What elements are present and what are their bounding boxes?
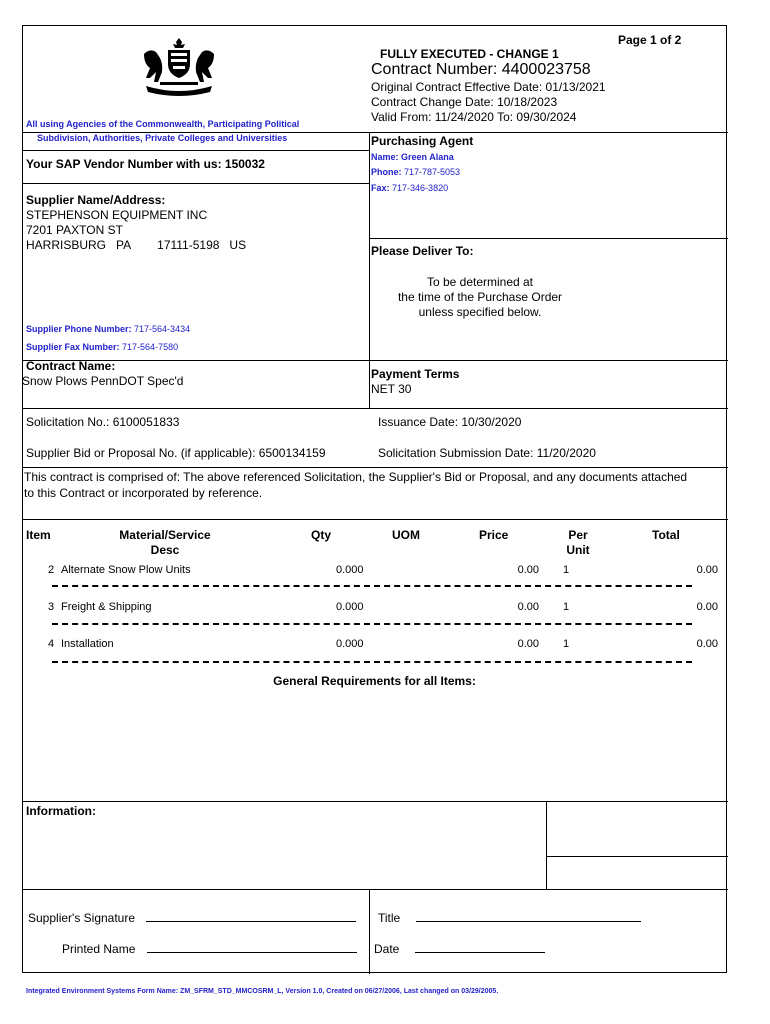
supplier-phone <box>26 323 190 335</box>
row-item-number: 4 <box>48 638 55 650</box>
date-label: Date <box>374 942 400 956</box>
row-price: 0.00 <box>517 601 539 613</box>
page-indicator: Page 1 of 2 <box>618 33 682 47</box>
submission-date: Solicitation Submission Date: 11/20/2020 <box>378 446 596 460</box>
row-per-unit: 1 <box>563 638 570 650</box>
deliver-line-2: the time of the Purchase Order <box>397 290 563 304</box>
original-effective-date: Original Contract Effective Date: 01/13/2021 <box>371 80 606 94</box>
rule-vertical-info <box>546 801 547 889</box>
printed-name-field <box>62 942 357 957</box>
comprised-line-1: This contract is comprised of: The above referenced Solicitation, the Supplier's Bid or Proposal, and any documents attached <box>24 470 688 484</box>
row-per-unit: 1 <box>563 601 570 613</box>
form-footer: Integrated Environment Systems Form Name: ZM_SFRM_STD_MMCOSRM_L, Version 1.0, Created on 06/27/2006, Last changed on 03/29/2005. <box>26 988 499 995</box>
rule-vertical-mid-top <box>369 132 370 408</box>
row-qty: 0.000 <box>336 564 364 576</box>
row-separator <box>52 585 692 587</box>
printed-name-label: Printed Name <box>62 942 136 956</box>
rule-comprised-bottom <box>23 519 728 520</box>
agent-fax-label: Fax: <box>371 183 390 193</box>
commonwealth-seal-icon <box>138 36 220 98</box>
agent-phone-label: Phone: <box>371 167 402 177</box>
supplier-name: STEPHENSON EQUIPMENT INC <box>26 208 208 222</box>
row-qty: 0.000 <box>336 601 364 613</box>
col-header-per-2: Unit <box>566 543 590 557</box>
rule-info-bottom <box>23 889 728 890</box>
contract-status: FULLY EXECUTED - CHANGE 1 <box>380 47 559 61</box>
row-total: 0.00 <box>696 601 718 613</box>
agent-fax-value: 717-346-3820 <box>392 183 449 193</box>
general-requirements: General Requirements for all Items: <box>273 674 476 688</box>
agencies-line-2: Subdivision, Authorities, Private Colleges and Universities <box>37 133 288 143</box>
row-per-unit: 1 <box>563 564 570 576</box>
row-description: Installation <box>61 638 114 650</box>
supplier-fax <box>26 341 178 353</box>
issuance-date: Issuance Date: 10/30/2020 <box>378 415 522 429</box>
rule-general-bottom <box>23 801 728 802</box>
rule-contract-name-bottom <box>23 408 728 409</box>
rule-vertical-signature <box>369 889 370 974</box>
deliver-to-label: Please Deliver To: <box>371 244 474 258</box>
comprised-line-2: to this Contract or incorporated by reference. <box>24 486 263 500</box>
title-field <box>378 911 641 926</box>
payment-terms-label: Payment Terms <box>371 367 460 381</box>
col-header-item: Item <box>26 528 51 542</box>
supplier-phone-value: 717-564-3434 <box>134 324 191 334</box>
col-header-material-1: Material/Service <box>119 528 211 542</box>
col-header-price: Price <box>479 528 509 542</box>
row-qty: 0.000 <box>336 638 364 650</box>
supplier-signature-line[interactable] <box>146 911 356 922</box>
row-total: 0.00 <box>696 638 718 650</box>
agent-fax <box>371 182 448 194</box>
row-item-number: 2 <box>48 564 55 576</box>
row-price: 0.00 <box>517 564 539 576</box>
date-line[interactable] <box>415 942 545 953</box>
contract-name: Snow Plows PennDOT Spec'd <box>22 374 184 388</box>
row-description: Alternate Snow Plow Units <box>61 564 191 576</box>
supplier-fax-value: 717-564-7580 <box>122 342 179 352</box>
supplier-label: Supplier Name/Address: <box>26 193 166 207</box>
rule-agent-bottom <box>369 238 728 239</box>
row-separator <box>52 661 692 663</box>
printed-name-line[interactable] <box>147 942 357 953</box>
agent-phone-value: 717-787-5053 <box>404 167 461 177</box>
supplier-city-state-zip: HARRISBURG PA 17111-5198 US <box>26 238 247 252</box>
rule-address-bottom <box>23 360 728 361</box>
purchasing-agent-label: Purchasing Agent <box>371 134 474 148</box>
title-label: Title <box>378 911 401 925</box>
deliver-line-1: To be determined at <box>426 275 534 289</box>
agent-name: Name: Green Alana <box>371 152 454 162</box>
sap-vendor-number: Your SAP Vendor Number with us: 150032 <box>26 157 265 171</box>
payment-terms: NET 30 <box>371 382 412 396</box>
information-label: Information: <box>26 804 96 818</box>
supplier-phone-label: Supplier Phone Number: <box>26 324 132 334</box>
contract-number-line <box>371 60 591 80</box>
contract-number-label: Contract Number: <box>371 61 498 78</box>
col-header-qty: Qty <box>311 528 332 542</box>
contract-change-date: Contract Change Date: 10/18/2023 <box>371 95 558 109</box>
col-header-per-1: Per <box>568 528 588 542</box>
contract-name-label: Contract Name: <box>26 359 116 373</box>
row-item-number: 3 <box>48 601 55 613</box>
rule-agencies-bottom <box>23 150 369 151</box>
deliver-line-3: unless specified below. <box>418 305 542 319</box>
rule-sap-bottom <box>23 183 369 184</box>
row-price: 0.00 <box>517 638 539 650</box>
row-total: 0.00 <box>696 564 718 576</box>
col-header-total: Total <box>652 528 680 542</box>
valid-period: Valid From: 11/24/2020 To: 09/30/2024 <box>371 110 577 124</box>
contract-number: 4400023758 <box>501 61 591 78</box>
row-separator <box>52 623 692 625</box>
agencies-line-1: All using Agencies of the Commonwealth, Participating Political <box>26 119 300 129</box>
rule-info-right-mid <box>546 856 728 857</box>
rule-solicitation-bottom <box>23 467 728 468</box>
supplier-fax-label: Supplier Fax Number: <box>26 342 120 352</box>
supplier-signature-label: Supplier's Signature <box>28 911 136 925</box>
col-header-material-2: Desc <box>150 543 180 557</box>
row-description: Freight & Shipping <box>61 601 152 613</box>
supplier-street: 7201 PAXTON ST <box>26 223 123 237</box>
solicitation-number: Solicitation No.: 6100051833 <box>26 415 180 429</box>
supplier-bid-number: Supplier Bid or Proposal No. (if applicable): 6500134159 <box>26 446 326 460</box>
supplier-signature-field <box>28 911 356 926</box>
col-header-uom: UOM <box>392 528 420 542</box>
agent-phone <box>371 166 460 178</box>
date-field <box>374 942 545 957</box>
title-line[interactable] <box>416 911 641 922</box>
